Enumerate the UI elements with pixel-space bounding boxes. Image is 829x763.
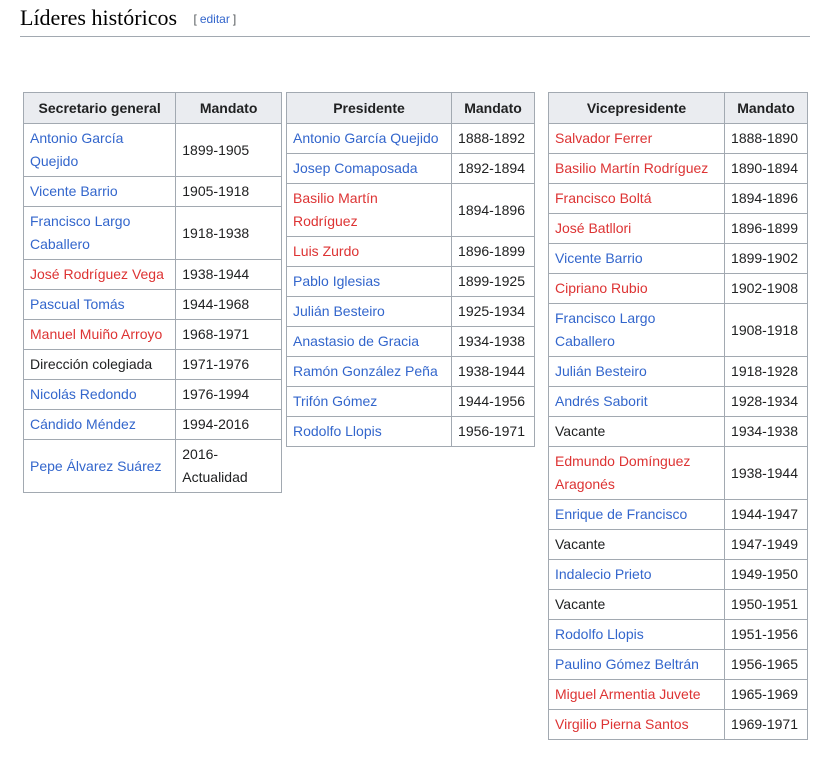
name-link[interactable]: Trifón Gómez (293, 393, 378, 409)
term-cell: 1905-1918 (176, 177, 282, 207)
name-cell (549, 560, 725, 590)
name-cell (549, 304, 725, 357)
name-link[interactable]: Cipriano Rubio (555, 280, 648, 296)
name-cell (549, 357, 725, 387)
table-header-row (24, 93, 282, 124)
name-text: Vacante (555, 536, 606, 552)
name-link[interactable]: Pablo Iglesias (293, 273, 381, 289)
table-row (549, 710, 808, 740)
column-header-term[interactable]: Mandato (452, 93, 535, 124)
term-cell: 1949-1950 (725, 560, 808, 590)
name-cell (24, 350, 176, 380)
name-link[interactable]: Pepe Álvarez Suárez (30, 457, 162, 474)
term-cell: 2016-Actualidad (176, 440, 282, 493)
table-row (549, 500, 808, 530)
term-cell: 1950-1951 (725, 590, 808, 620)
term-cell: 1956-1965 (725, 650, 808, 680)
column-header-role[interactable]: Secretario general (24, 93, 176, 124)
table-row (549, 214, 808, 244)
name-link[interactable]: Luis Zurdo (293, 243, 360, 259)
name-link[interactable]: Rodolfo Llopis (293, 423, 382, 439)
table-row (549, 590, 808, 620)
name-link[interactable]: José Rodríguez Vega (30, 266, 164, 282)
name-link[interactable]: Virgilio Pierna Santos (555, 716, 689, 732)
term-cell: 1944-1968 (176, 290, 282, 320)
table-row (24, 350, 282, 380)
name-link[interactable]: Basilio Martín Rodríguez (555, 160, 709, 176)
name-link[interactable]: Francisco Largo Caballero (30, 213, 131, 252)
name-text: Vacante (555, 596, 606, 612)
name-cell (549, 680, 725, 710)
name-link[interactable]: Anastasio de Gracia (293, 333, 420, 349)
table-row (24, 380, 282, 410)
term-cell: 1896-1899 (452, 237, 535, 267)
term-cell: 1938-1944 (452, 357, 535, 387)
name-link[interactable]: Enrique de Francisco (555, 506, 688, 522)
term-cell: 1888-1890 (725, 124, 808, 154)
table-row (287, 297, 535, 327)
name-cell (287, 357, 452, 387)
name-cell (549, 124, 725, 154)
term-cell: 1947-1949 (725, 530, 808, 560)
term-cell: 1899-1925 (452, 267, 535, 297)
name-link[interactable]: Julián Besteiro (293, 303, 385, 319)
name-link[interactable]: Rodolfo Llopis (555, 626, 644, 642)
name-link[interactable]: Vicente Barrio (30, 183, 118, 199)
table-row (549, 560, 808, 590)
name-link[interactable]: Josep Comaposada (293, 160, 418, 176)
name-cell (549, 274, 725, 304)
table-row (24, 440, 282, 493)
column-header-term[interactable]: Mandato (725, 93, 808, 124)
table-row (549, 154, 808, 184)
term-cell: 1951-1956 (725, 620, 808, 650)
name-cell (287, 124, 452, 154)
term-cell: 1968-1971 (176, 320, 282, 350)
table-row (287, 184, 535, 237)
secretaries-table (23, 92, 282, 493)
edit-section-link[interactable]: editar (199, 12, 230, 26)
table-row (549, 387, 808, 417)
term-cell: 1908-1918 (725, 304, 808, 357)
name-link[interactable]: Andrés Saborit (555, 393, 648, 409)
table-row (287, 154, 535, 184)
name-cell (24, 260, 176, 290)
name-link[interactable]: Basilio Martín Rodríguez (293, 190, 378, 229)
name-cell (24, 440, 176, 493)
name-cell (549, 620, 725, 650)
name-link[interactable]: Antonio García Quejido (293, 130, 439, 146)
edit-bracket-close: ] (232, 12, 237, 26)
name-cell (549, 710, 725, 740)
name-cell (287, 387, 452, 417)
name-cell (549, 650, 725, 680)
name-text: Dirección colegiada (30, 356, 153, 372)
table-row (24, 260, 282, 290)
name-cell (24, 177, 176, 207)
name-cell (287, 327, 452, 357)
edit-bracket-open: [ (193, 12, 197, 26)
term-cell: 1894-1896 (725, 184, 808, 214)
term-cell: 1925-1934 (452, 297, 535, 327)
table-row (549, 650, 808, 680)
presidents-table (286, 92, 535, 447)
name-link[interactable]: Manuel Muiño Arroyo (30, 326, 163, 342)
name-cell (549, 447, 725, 500)
term-cell: 1934-1938 (452, 327, 535, 357)
table-row (549, 447, 808, 500)
name-link[interactable]: Edmundo Domínguez Aragonés (555, 453, 691, 492)
table-row (549, 184, 808, 214)
name-cell (549, 387, 725, 417)
table-row (24, 177, 282, 207)
name-cell (287, 184, 452, 237)
term-cell: 1918-1928 (725, 357, 808, 387)
name-cell (549, 417, 725, 447)
name-cell (24, 207, 176, 260)
table-header-row (549, 93, 808, 124)
term-cell: 1965-1969 (725, 680, 808, 710)
term-cell: 1976-1994 (176, 380, 282, 410)
table-row (24, 290, 282, 320)
term-cell: 1938-1944 (176, 260, 282, 290)
table-row (549, 680, 808, 710)
name-link[interactable]: Francisco Boltá (555, 190, 652, 206)
name-link[interactable]: Nicolás Redondo (30, 386, 137, 402)
name-link[interactable]: Indalecio Prieto (555, 566, 652, 582)
name-cell (549, 590, 725, 620)
table-row (549, 620, 808, 650)
section-title: Líderes históricos (20, 5, 178, 30)
name-cell (549, 244, 725, 274)
term-cell: 1944-1947 (725, 500, 808, 530)
name-cell (287, 154, 452, 184)
table-row (287, 327, 535, 357)
name-cell (24, 124, 176, 177)
vicepresidents-table (548, 92, 808, 740)
column-header-term[interactable]: Mandato (176, 93, 282, 124)
term-cell: 1994-2016 (176, 410, 282, 440)
column-header-role[interactable]: Presidente (287, 93, 452, 124)
table-row (549, 274, 808, 304)
name-cell (549, 530, 725, 560)
term-cell: 1902-1908 (725, 274, 808, 304)
term-cell: 1899-1905 (176, 124, 282, 177)
name-link[interactable]: Paulino Gómez Beltrán (555, 656, 699, 672)
name-link[interactable]: Pascual Tomás (30, 296, 125, 312)
name-link[interactable]: José Batllori (555, 220, 632, 236)
term-cell: 1892-1894 (452, 154, 535, 184)
term-cell: 1944-1956 (452, 387, 535, 417)
term-cell: 1890-1894 (725, 154, 808, 184)
name-link[interactable]: Francisco Largo Caballero (555, 310, 656, 349)
name-cell (24, 320, 176, 350)
name-cell (287, 267, 452, 297)
term-cell: 1938-1944 (725, 447, 808, 500)
term-cell: 1894-1896 (452, 184, 535, 237)
table-row (287, 417, 535, 447)
name-cell (549, 500, 725, 530)
table-row (549, 244, 808, 274)
table-row (287, 387, 535, 417)
name-cell (24, 380, 176, 410)
name-cell (549, 184, 725, 214)
term-cell: 1934-1938 (725, 417, 808, 447)
column-header-role[interactable]: Vicepresidente (549, 93, 725, 124)
term-cell: 1888-1892 (452, 124, 535, 154)
term-cell: 1918-1938 (176, 207, 282, 260)
name-link[interactable]: Ramón González Peña (293, 363, 438, 379)
table-row (24, 320, 282, 350)
name-link[interactable]: Miguel Armentia Juvete (555, 686, 701, 702)
name-link[interactable]: Vicente Barrio (555, 250, 643, 266)
name-link[interactable]: Cándido Méndez (30, 416, 136, 432)
name-text: Vacante (555, 423, 606, 439)
name-link[interactable]: Salvador Ferrer (555, 130, 653, 146)
table-row (549, 357, 808, 387)
term-cell: 1896-1899 (725, 214, 808, 244)
table-row (549, 417, 808, 447)
term-cell: 1969-1971 (725, 710, 808, 740)
table-row (287, 267, 535, 297)
name-cell (24, 290, 176, 320)
name-link[interactable]: Julián Besteiro (555, 363, 647, 379)
table-row (24, 207, 282, 260)
name-cell (24, 410, 176, 440)
table-row (24, 124, 282, 177)
edit-section-link-wrapper (193, 12, 236, 26)
name-cell (549, 214, 725, 244)
table-row (287, 124, 535, 154)
term-cell: 1956-1971 (452, 417, 535, 447)
section-heading (20, 4, 810, 37)
term-cell: 1899-1902 (725, 244, 808, 274)
table-row (549, 530, 808, 560)
name-cell (287, 237, 452, 267)
table-row (549, 304, 808, 357)
name-link[interactable]: Antonio García Quejido (30, 130, 124, 169)
name-cell (549, 154, 725, 184)
table-row (287, 357, 535, 387)
table-row (549, 124, 808, 154)
name-cell (287, 417, 452, 447)
table-row (287, 237, 535, 267)
table-header-row (287, 93, 535, 124)
term-cell: 1971-1976 (176, 350, 282, 380)
table-row (24, 410, 282, 440)
name-cell (287, 297, 452, 327)
term-cell: 1928-1934 (725, 387, 808, 417)
